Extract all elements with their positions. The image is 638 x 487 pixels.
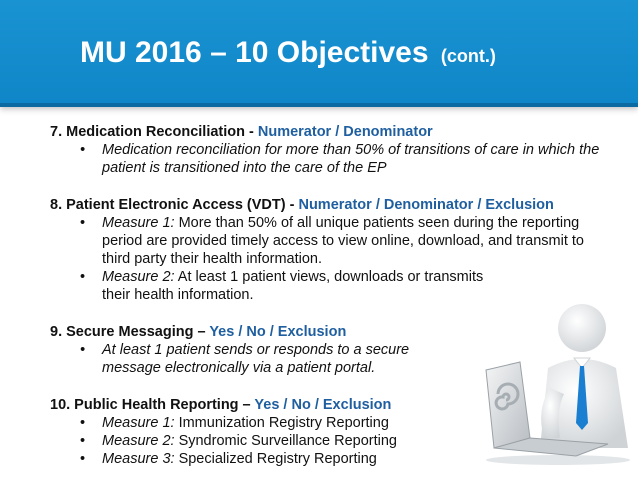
bullet-text: Immunization Registry Reporting [174, 415, 389, 431]
objective-qualifier: Numerator / Denominator / Exclusion [298, 197, 554, 213]
bullet-item [50, 141, 610, 177]
objective-qualifier: Yes / No / Exclusion [209, 324, 347, 340]
person-at-laptop-icon [478, 298, 633, 466]
objective-heading [50, 196, 610, 214]
objective-heading [50, 123, 610, 141]
measure-label: Measure 1: [102, 415, 175, 431]
bullet-text: Syndromic Surveillance Reporting [174, 433, 397, 449]
bullet-text: At least 1 patient sends or responds to a secure message electronically via a patient portal. [102, 342, 410, 376]
measure-label: Measure 3: [102, 451, 175, 467]
slide-title-suffix: (cont.) [440, 46, 496, 66]
objective-title: 10. Public Health Reporting – [50, 397, 255, 413]
objective-qualifier: Yes / No / Exclusion [254, 397, 392, 413]
objective-title: 9. Secure Messaging – [50, 324, 210, 340]
objective-title: 8. Patient Electronic Access (VDT) - [50, 197, 299, 213]
bullet-item [50, 214, 610, 268]
measure-label: Measure 1: [102, 215, 175, 231]
bullet-text: More than 50% of all unique patients seen during the reporting period are provided timely access to view online, download, and transmit to third party their health information. [102, 215, 584, 267]
measure-label: Measure 2: [102, 433, 175, 449]
objective-title: 7. Medication Reconciliation - [50, 124, 258, 140]
bullet-text: Specialized Registry Reporting [174, 451, 377, 467]
objective-patient-electronic-access [50, 196, 610, 304]
bullet-text: Medication reconciliation for more than 50% of transitions of care in which the patient is transitioned into the care of the EP [102, 142, 600, 176]
bullet-text: At least 1 patient views, downloads or transmits their health information. [102, 269, 484, 303]
slide-title [80, 36, 496, 73]
title-bar [0, 0, 638, 107]
slide-title-text: MU 2016 – 10 Objectives [80, 36, 429, 69]
objective-qualifier: Numerator / Denominator [257, 124, 433, 140]
objective-medication-reconciliation [50, 123, 610, 177]
measure-label: Measure 2: [102, 269, 175, 285]
